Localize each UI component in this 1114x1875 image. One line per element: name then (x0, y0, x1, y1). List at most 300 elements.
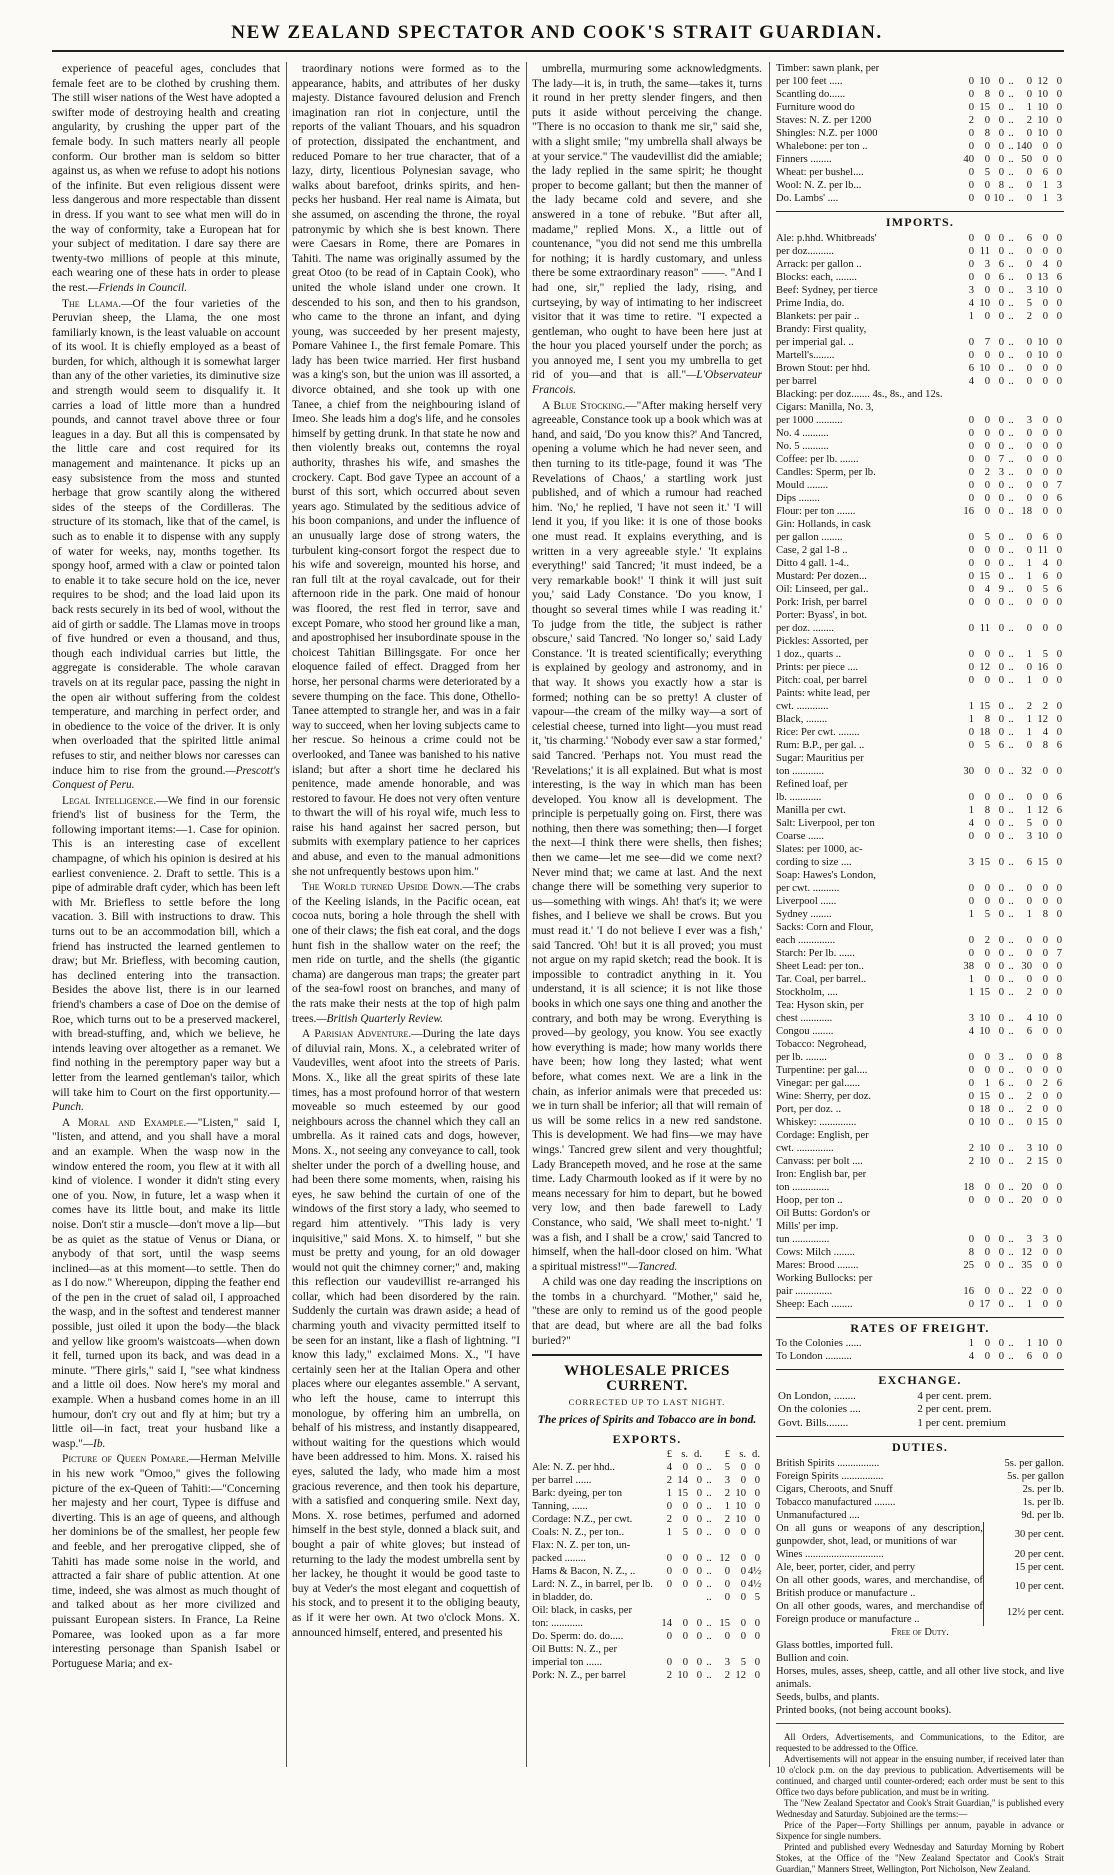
price-high: 0 (740, 1553, 746, 1565)
price-low: 38 (963, 960, 974, 972)
price-low: 0 (968, 102, 974, 113)
price-high: 12 (735, 1670, 746, 1682)
price-low: 0 (998, 648, 1004, 660)
price-high: 3 (1056, 180, 1062, 191)
price-high: 4 (1042, 726, 1048, 738)
separator: .. (1008, 1285, 1014, 1297)
price-label: ton: ............ (532, 1618, 583, 1630)
price-low: 0 (998, 1285, 1004, 1297)
price-label: Gin: Hollands, in cask (776, 518, 871, 530)
price-low: 0 (984, 310, 990, 322)
price-high: 1 (1026, 1298, 1032, 1310)
price-high (1034, 921, 1050, 934)
price-label: Oil: black, in casks, per (532, 1605, 633, 1617)
price-label: Congou ........ (776, 1025, 834, 1037)
price-label: Case, 2 gal 1-8 .. (776, 544, 848, 556)
separator: .. (1008, 310, 1014, 322)
separator (704, 1643, 714, 1656)
price-label: cwt. ............ (776, 700, 829, 712)
price-high: 0 (724, 1579, 730, 1591)
separator: .. (1008, 1246, 1014, 1258)
price-high: 0 (1026, 271, 1032, 283)
price-low: 0 (998, 1246, 1004, 1258)
price-row (776, 1181, 1064, 1194)
price-row (776, 1038, 1064, 1051)
price-high: 0 (1026, 596, 1032, 608)
price-high: 10 (735, 1501, 746, 1513)
price-high: 2 (1026, 1090, 1032, 1102)
price-row (776, 973, 1064, 986)
article-heading: A Parisian Adventure. (302, 1028, 412, 1041)
price-high: 11 (1037, 544, 1048, 556)
price-high: 4 (1042, 258, 1048, 270)
price-low: 1 (968, 700, 974, 712)
article-text: traordinary notions were formed as to the appearance, habits, and attributes of her dusky majesty. Distance favoured delusion and French imagination ran riot in conjecture, until the reports of the valiant Thouars, and his squadron of protection, dissipated the enchantment, and reduced Pomare to her true character, that of a lazy, dirty, licentious Polynesian savage, who walks about barefoot, drinks spirits, and hen-pecks her husband. Her real name is Aimata, but she assumed, on ascending the throne, the royal patronymic by which she is best known. There were Caesars in Rome, there are Pomares in Tahiti. The name was originally assumed by the great Otoo (to be read of in Captain Cook), who united the whole island under one crown. It descended to his son, and then to his grandson, who came to the throne an infant, and dying young, was succeeded by her present majesty, Pomare Vahinee I., the first female Pomare. This lady has been twice married. Her first husband was a king's son, but the union was ill assorted, a divorce obtained, and she took up with one Tanee, a chief from the neighbouring island of Imeo. She leads him a dog's life, and he consoles himself by getting drunk. In that state he now and then violently breaks out, contemns the royal authority, thrashes his wife, and smashes the crockery. Capt. Bod gave Typee an account of a burst of this sort, which occurred about seven years ago. Stimulated by the seditious advice of his boon companions, and under the influence of an unusually large dose of strong waters, the turbulent king-consort forgot the respect due to his wife and sovereign, mounted his horse, and ran full tilt at the royal cavalcade, out for their afternoon ride in the park. One maid of honour was floored, the rest fled in terror, save and except Pomare, who stood her ground like a man, and apostrophised her insubordinate spouse in the choicest Tahitian Billingsgate. For once her eloquence failed of effect. Dragged from her horse, her personal charms were deteriorated by a severe thumping on the face. This done, Othello-Tanee attempted to strangle her, and was in a fair way to succeed, when her loving subjects came to her rescue. So heinous a crime could not be overlooked, and Tanee was banished to his native island; but after a short time he declared his penitence, made amende honorable, and was restored to favour. He does not very often venture to thwart the will of his royal wife, much less to raise his hand against her sacred person, but submits with exemplary patience to her caprices and abuse, and even to the manual admonitions she not unfrequently bestows upon him." (292, 63, 520, 878)
price-low (992, 609, 1006, 622)
separator: .. (1008, 297, 1014, 309)
notice-paragraph: All Orders, Advertisements, and Communications, to the Editor, are requested to be addressed to the Office. (776, 1731, 1064, 1753)
separator: .. (1008, 154, 1014, 165)
price-low: 8 (984, 713, 990, 725)
price-high: 0 (1026, 947, 1032, 959)
price-low: 0 (998, 414, 1004, 426)
price-low: 1 (968, 310, 974, 322)
price-row (776, 284, 1064, 297)
price-high: 0 (1026, 661, 1032, 673)
price-high: 0 (1042, 440, 1048, 452)
price-label: Tobacco: Negrohead, (776, 1038, 867, 1050)
price-high: 1 (1026, 1338, 1032, 1350)
masthead: NEW ZEALAND SPECTATOR AND COOK'S STRAIT GUARDIAN. (231, 22, 883, 43)
price-high: 0 (1056, 726, 1062, 738)
price-label: Do. Lambs' .... (776, 193, 839, 204)
price-high (1050, 62, 1064, 75)
price-row (776, 986, 1064, 999)
article-text: experience of peaceful ages, concludes that female feet are to be clothed by crushing them. The still wiser nations of the West have adopted a swifter mode of destroying health and creating angularity, by crushing the upper part of the female body. In such matters nearly all people conform. Our brother man is seldom so bitter against us, as when we refuse to adopt his notions of the infinite. But even religious dissent were less dangerous and more respectable than dissent in dress. If you want to see what men will do in the way of conformity, take a European hat for your subject of meditation. I dare say there are twenty-two millions of people at this minute, each wearing one of these hats in order to please the rest. (52, 63, 280, 294)
article-heading: A Moral and Example. (62, 1116, 187, 1129)
price-high: 3 (724, 1475, 730, 1487)
price-high: 6 (1026, 232, 1032, 244)
exchange-rate: 1 per cent. premium (917, 1416, 1006, 1429)
price-high: 8 (1042, 908, 1048, 920)
article-source: —Tancred. (627, 1260, 678, 1273)
exchange-title: EXCHANGE. (776, 1369, 1064, 1388)
price-low: 0 (968, 167, 974, 178)
price-low: 10 (979, 1155, 990, 1167)
price-row (776, 192, 1064, 205)
price-row (776, 934, 1064, 947)
price-row (776, 908, 1064, 921)
price-high: 0 (754, 1618, 760, 1630)
price-high: 0 (1056, 531, 1062, 543)
price-low (976, 752, 992, 765)
price-row (776, 960, 1064, 973)
price-high (1050, 1220, 1064, 1233)
price-low: 0 (998, 115, 1004, 126)
price-label: Coffee: per lb. ....... (776, 453, 859, 465)
price-low (958, 869, 976, 882)
price-low (976, 1207, 992, 1220)
price-row (776, 817, 1064, 830)
price-low (992, 687, 1006, 700)
price-low: 0 (998, 1103, 1004, 1115)
price-low: 0 (968, 349, 974, 361)
price-low (976, 921, 992, 934)
price-low: 0 (998, 908, 1004, 920)
free-item: Glass bottles, imported full. (776, 1639, 893, 1651)
exchange-row (776, 1403, 1064, 1417)
freight-title: RATES OF FREIGHT. (776, 1317, 1064, 1336)
exports-title: EXPORTS. (612, 1431, 682, 1446)
price-low (958, 778, 976, 791)
price-high: 0 (1042, 492, 1048, 504)
price-high: 0 (1056, 89, 1062, 100)
separator: .. (1008, 180, 1014, 191)
price-row (532, 1630, 762, 1643)
price-high: 0 (754, 1475, 760, 1487)
separator: .. (1008, 414, 1014, 426)
price-high: 0 (1056, 765, 1062, 777)
price-low (690, 1643, 704, 1656)
price-high: 0 (1056, 336, 1062, 348)
price-high: 8 (1056, 1051, 1062, 1063)
separator: .. (1008, 1025, 1014, 1037)
price-low: 0 (968, 180, 974, 191)
price-high: 5 (724, 1462, 730, 1474)
duty-rate: 1s. per lb. (1022, 1496, 1064, 1508)
separator (1006, 687, 1016, 700)
price-label: per 1000 .......... (776, 414, 843, 426)
currency-unit: s. (681, 1449, 688, 1461)
price-high: 1 (1026, 908, 1032, 920)
price-high (1016, 635, 1034, 648)
price-high (1050, 869, 1064, 882)
price-label: Salt: Liverpool, per ton (776, 817, 875, 829)
separator: .. (1008, 882, 1014, 894)
price-low (992, 1129, 1006, 1142)
price-high: 0 (1056, 258, 1062, 270)
price-high: 0 (1042, 674, 1048, 686)
price-low (958, 1207, 976, 1220)
price-low: 0 (968, 427, 974, 439)
price-row (776, 1337, 1064, 1350)
currency-unit: d. (694, 1449, 702, 1461)
price-label: Stockholm, .... (776, 986, 838, 998)
price-high (1050, 518, 1064, 531)
separator: .. (1008, 1298, 1014, 1310)
price-high: 1 (1026, 648, 1032, 660)
price-row (776, 140, 1064, 153)
separator: .. (1008, 1351, 1014, 1363)
price-low: 8 (984, 804, 990, 816)
price-label: Rice: Per cwt. ........ (776, 726, 860, 738)
separator: .. (706, 1657, 712, 1669)
price-row (776, 830, 1064, 843)
price-low: 0 (682, 1501, 688, 1513)
separator: .. (1008, 479, 1014, 491)
price-low: 0 (998, 622, 1004, 634)
separator: .. (706, 1670, 712, 1682)
price-high: 0 (1026, 76, 1032, 87)
separator: .. (706, 1566, 712, 1578)
price-low: 2 (666, 1475, 672, 1487)
article-heading: The Llama. (62, 297, 122, 310)
price-low: 0 (968, 193, 974, 204)
price-high: 0 (1056, 375, 1062, 387)
price-low: 3 (998, 466, 1004, 478)
price-high (1016, 323, 1034, 336)
price-label: Blankets: per pair .. (776, 310, 860, 322)
price-low: 1 (968, 973, 974, 985)
price-low: 0 (968, 271, 974, 283)
duty-label: Ale, beer, porter, cider, and perry (776, 1561, 915, 1573)
exchange-rate: 2 per cent. prem. (917, 1403, 992, 1416)
price-high: 5 (740, 1657, 746, 1669)
duty-label: Foreign Spirits ................ (776, 1470, 884, 1482)
price-low: 0 (984, 648, 990, 660)
price-low: 0 (984, 791, 990, 803)
price-low (992, 1220, 1006, 1233)
price-high: 0 (1042, 895, 1048, 907)
price-low: 0 (984, 232, 990, 244)
price-high: 0 (1056, 986, 1062, 998)
price-low: 10 (979, 362, 990, 374)
masthead-rule (52, 50, 1064, 52)
separator: .. (706, 1514, 712, 1526)
separator: .. (1008, 1103, 1014, 1115)
price-label: Sacks: Corn and Flour, (776, 921, 874, 933)
price-high (1050, 1168, 1064, 1181)
price-low: 0 (968, 596, 974, 608)
price-low: 0 (984, 1338, 990, 1350)
price-low: 0 (998, 310, 1004, 322)
price-low: 0 (696, 1618, 702, 1630)
separator: .. (1008, 557, 1014, 569)
price-row (532, 1513, 762, 1526)
price-low: 8 (998, 180, 1004, 191)
price-low: 0 (984, 674, 990, 686)
price-high: 0 (1056, 414, 1062, 426)
imports-table (776, 232, 1064, 1311)
price-high: 0 (1042, 375, 1048, 387)
price-row (776, 1142, 1064, 1155)
price-low: 7 (984, 336, 990, 348)
price-row (776, 635, 1064, 648)
price-high: 0 (1026, 544, 1032, 556)
price-high (1050, 635, 1064, 648)
duty-group-row (776, 1600, 1064, 1626)
separator: .. (1008, 674, 1014, 686)
price-label: Working Bullocks: per (776, 1272, 873, 1284)
price-high: 0 (1056, 284, 1062, 296)
price-high: 2 (1026, 1155, 1032, 1167)
price-row (776, 271, 1064, 284)
price-low (976, 323, 992, 336)
exchange-label: On London, ........ (778, 1389, 856, 1402)
price-low: 18 (963, 1181, 974, 1193)
price-low: 0 (968, 1233, 974, 1245)
price-low: 0 (998, 362, 1004, 374)
separator: .. (1008, 1090, 1014, 1102)
price-low: 0 (998, 297, 1004, 309)
price-row (776, 726, 1064, 739)
price-high: 0 (1056, 362, 1062, 374)
separator (1006, 999, 1016, 1012)
price-high: 0 (740, 1579, 746, 1591)
price-high: 2 (724, 1488, 730, 1500)
separator: .. (1008, 1116, 1014, 1128)
price-high: 2 (1026, 310, 1032, 322)
price-low: 0 (984, 544, 990, 556)
price-low: 0 (998, 765, 1004, 777)
separator: .. (1008, 1051, 1014, 1063)
price-low: 6 (968, 362, 974, 374)
price-row (776, 127, 1064, 140)
price-low: 4 (968, 1025, 974, 1037)
price-label: Sugar: Mauritius per (776, 752, 864, 764)
notice-paragraph: Price of the Paper—Forty Shillings per annum, payable in advance or Sixpence for single numbers. (776, 1819, 1064, 1841)
separator (1006, 843, 1016, 856)
price-label: Pitch: coal, per barrel (776, 674, 868, 686)
separator: .. (1008, 817, 1014, 829)
price-high: 0 (1056, 141, 1062, 152)
price-high: 0 (724, 1527, 730, 1539)
price-row (776, 1233, 1064, 1246)
price-high: 0 (1026, 739, 1032, 751)
price-high: 5 (1026, 297, 1032, 309)
price-row (776, 557, 1064, 570)
price-low: 30 (963, 765, 974, 777)
article-paragraph (52, 1116, 280, 1452)
price-row (776, 1350, 1064, 1363)
separator: .. (1008, 947, 1014, 959)
separator (1006, 778, 1016, 791)
free-item: Bullion and coin. (776, 1652, 849, 1664)
price-high: 0 (1042, 1246, 1048, 1258)
price-row (776, 323, 1064, 336)
price-row (532, 1500, 762, 1513)
price-row (776, 414, 1064, 427)
separator: .. (1008, 570, 1014, 582)
column-1 (52, 62, 280, 1767)
separator: .. (1008, 115, 1014, 126)
duty-label: Tobacco manufactured ........ (776, 1496, 896, 1508)
price-high (1034, 687, 1050, 700)
price-high: 0 (1042, 1181, 1048, 1193)
price-low: 4 (968, 1351, 974, 1363)
price-label: Rum: B.P., per gal. .. (776, 739, 865, 751)
price-low: 0 (998, 661, 1004, 673)
price-label: Tea: Hyson skin, per (776, 999, 864, 1011)
price-low: 0 (998, 505, 1004, 517)
article-paragraph (52, 794, 280, 1115)
price-high: 10 (1037, 349, 1048, 361)
price-row (776, 1090, 1064, 1103)
price-label: Cows: Milch ........ (776, 1246, 855, 1258)
free-of-duty (776, 1626, 1064, 1717)
price-high: 4½ (748, 1566, 762, 1578)
price-label: Finners ........ (776, 154, 832, 165)
price-label: To London .......... (776, 1351, 852, 1363)
price-label: Lard: N. Z., in barrel, per lb. (532, 1579, 653, 1591)
price-low: 0 (984, 414, 990, 426)
price-low: 0 (968, 258, 974, 270)
price-low (958, 518, 976, 531)
price-high: 50 (1021, 154, 1032, 165)
notice-paragraph: Advertisements will not appear in the ensuing number, if received later than 10 o'clock p.m. on the day previous to publication. Advertisements will be continued, and charged until counter-ordered; each order must be sent to this Office two days before publication, and must be in writing. (776, 1753, 1064, 1797)
price-high: 2 (724, 1670, 730, 1682)
price-low: 0 (696, 1670, 702, 1682)
price-low: 0 (998, 700, 1004, 712)
separator: .. (1008, 1064, 1014, 1076)
separator: .. (1008, 453, 1014, 465)
price-high: 0 (1026, 258, 1032, 270)
price-high: 15 (1037, 856, 1048, 868)
price-low: 40 (963, 154, 974, 165)
price-low: 3 (984, 258, 990, 270)
price-low (976, 1129, 992, 1142)
article-source: —Prescott's Conquest of Peru. (52, 764, 280, 792)
separator: .. (1008, 141, 1014, 152)
price-row (776, 518, 1064, 531)
price-high: 0 (1026, 375, 1032, 387)
price-high: 0 (1042, 1025, 1048, 1037)
price-high: 13 (1037, 271, 1048, 283)
price-high (1050, 1272, 1064, 1285)
price-low (976, 1038, 992, 1051)
price-low: 0 (968, 128, 974, 139)
price-high (1034, 1129, 1050, 1142)
price-high: 2 (1042, 700, 1048, 712)
price-low (976, 635, 992, 648)
price-high: 1 (1026, 102, 1032, 113)
price-high: 0 (754, 1527, 760, 1539)
price-label: lb. ............ (776, 791, 822, 803)
free-item: Horses, mules, asses, sheep, cattle, and all other live stock, and live animals. (776, 1665, 1064, 1690)
price-low: 0 (696, 1631, 702, 1643)
price-high: 0 (1042, 986, 1048, 998)
price-row (776, 114, 1064, 127)
price-low: 0 (682, 1579, 688, 1591)
price-high (1034, 869, 1050, 882)
price-row (776, 479, 1064, 492)
duty-rate: 5s. per gallon (1007, 1470, 1064, 1482)
price-high: 0 (754, 1670, 760, 1682)
price-high: 20 (1021, 1181, 1032, 1193)
price-row (776, 388, 1064, 401)
price-row (776, 674, 1064, 687)
price-row (776, 1064, 1064, 1077)
price-low: 0 (998, 947, 1004, 959)
price-low: 25 (963, 1259, 974, 1271)
price-row (776, 505, 1064, 518)
price-high: 0 (1026, 882, 1032, 894)
price-low: 0 (998, 570, 1004, 582)
publisher-notice (776, 1732, 1064, 1875)
price-high: 3 (1026, 1142, 1032, 1154)
price-low: 0 (984, 817, 990, 829)
price-low: 0 (968, 882, 974, 894)
price-high: 4 (1026, 1012, 1032, 1024)
price-low: 0 (682, 1553, 688, 1565)
price-low: 0 (696, 1501, 702, 1513)
price-label: pair .............. (776, 1285, 833, 1297)
price-label: No. 4 .......... (776, 427, 829, 439)
price-high: 140 (1016, 141, 1032, 152)
price-row (532, 1604, 762, 1617)
price-low: 0 (984, 596, 990, 608)
price-high: 0 (1026, 128, 1032, 139)
